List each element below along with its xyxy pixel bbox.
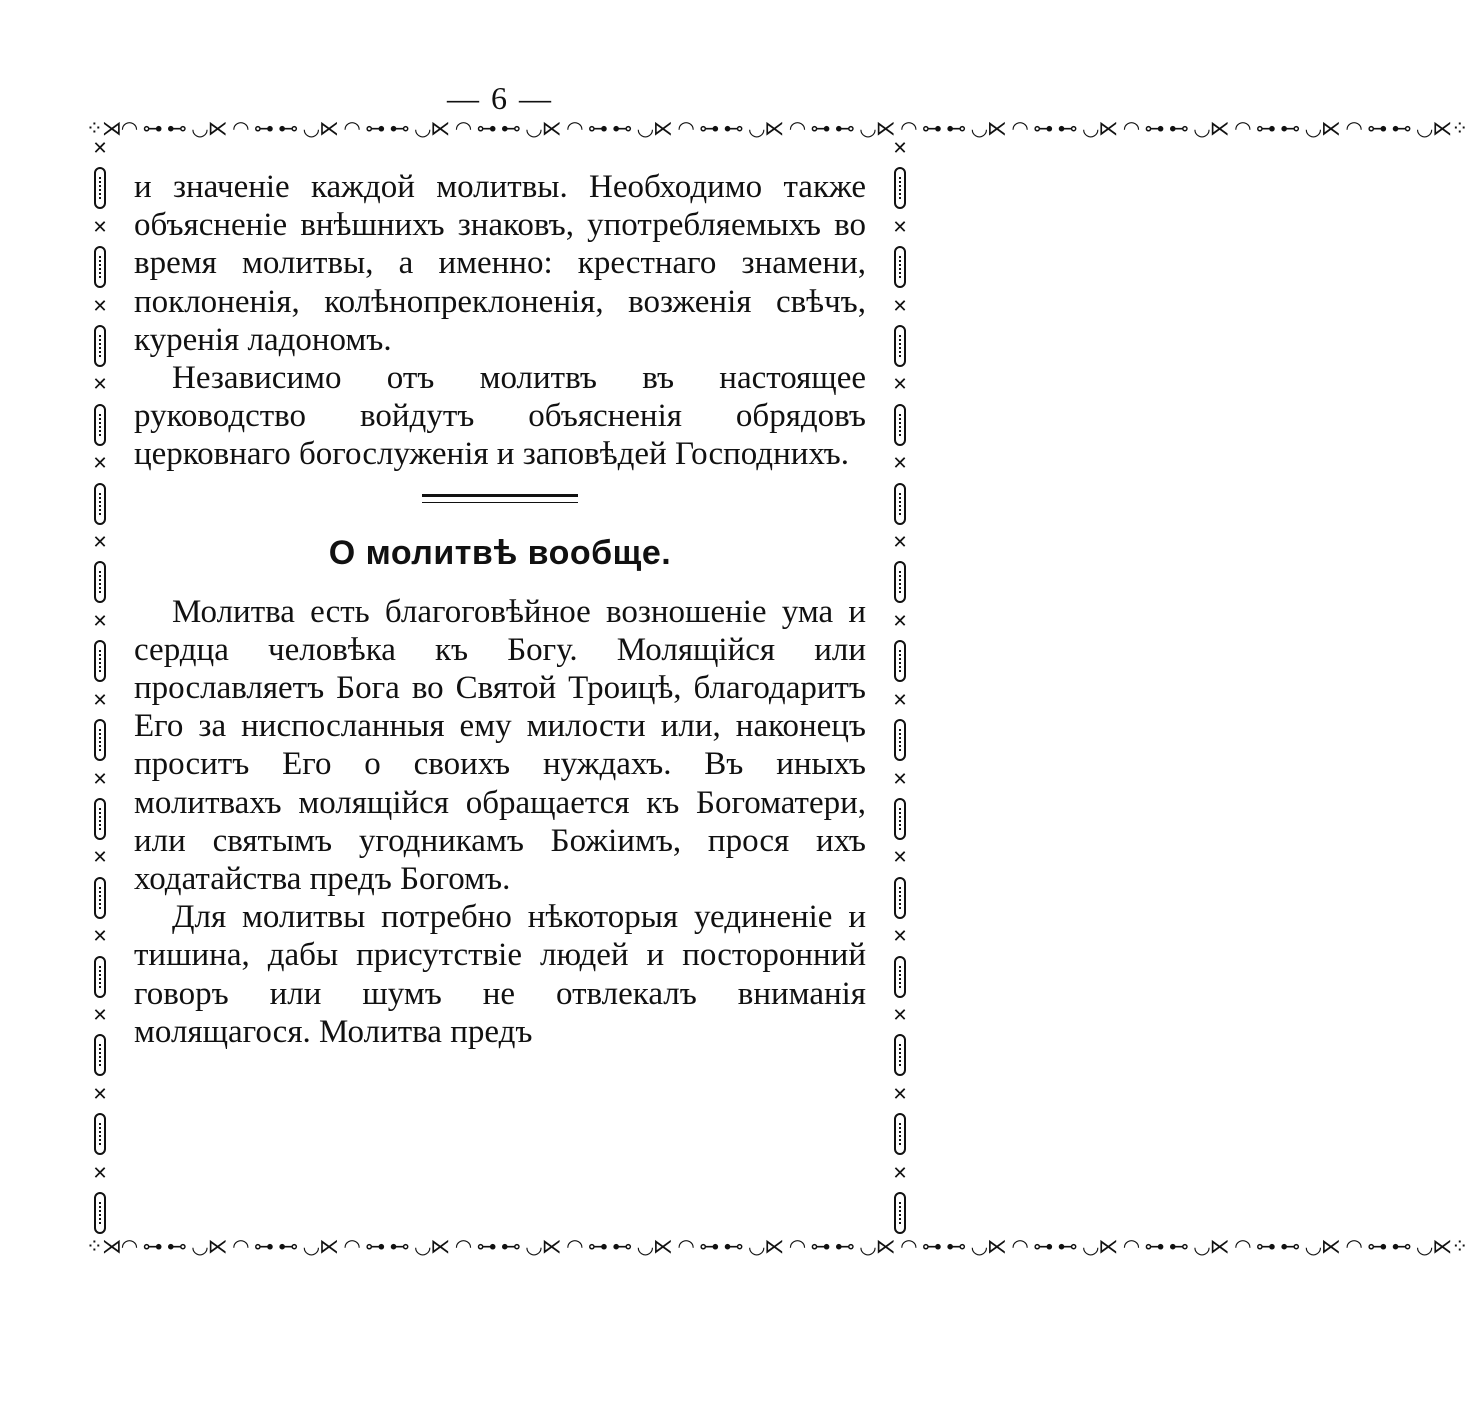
ornament-cross-icon: ✕ xyxy=(892,610,908,632)
ornament-cross-icon: ✕ xyxy=(92,768,108,790)
ornament-cross-icon: ✕ xyxy=(892,1083,908,1105)
ornament-cross-icon: ✕ xyxy=(892,453,908,475)
ornament-link-icon xyxy=(94,561,106,603)
ornament-cross-icon: ✕ xyxy=(92,689,108,711)
ornament-cross-icon: ✕ xyxy=(92,1004,108,1026)
ornament-link-icon xyxy=(894,1192,906,1234)
ornamental-border-left xyxy=(88,140,112,1234)
ornament-link-icon xyxy=(894,1034,906,1076)
ornament-cross-icon: ✕ xyxy=(892,532,908,554)
ornament-link-icon xyxy=(94,1034,106,1076)
ornament-cross-icon: ✕ xyxy=(92,453,108,475)
ornamental-border-bottom: ⁘⋊◠ ⊶ ⊷ ◡⋉ ◠ ⊶ ⊷ ◡⋉ ◠ ⊶ ⊷ ◡⋉ ◠ ⊶ ⊷ ◡⋉ ◠ ⊶ ⊷ ◡⋉ ◠ ⊶ ⊷ ◡⋉ ◠ ⊶ ⊷ ◡⋉ ◠ ⊶ ⊷ ◡⋉ ◠ ⊶ ⊷ ◡⋉ ◠ ⊶ ⊷ ◡⋉ ◠ ⊶ ⊷ ◡⋉ ◠ ⊶ ⊷ ◡⋉⁘ xyxy=(86,1234,1467,1258)
paragraph: Молитва есть благоговѣйное возношенiе ума и сердца человѣка къ Богу. Молящiйся или прославляетъ Бога во Святой Троицѣ, благодаритъ Его за ниспосланныя ему милости или, наконецъ проситъ Его о своихъ нуждахъ. Въ иныхъ молитвахъ молящiйся обращается къ Богоматери, или святымъ угодникамъ Божiимъ, прося ихъ ходатайства предъ Богомъ. xyxy=(134,593,866,898)
ornament-cross-icon: ✕ xyxy=(92,1083,108,1105)
ornament-link-icon xyxy=(94,325,106,367)
ornament-cross-icon: ✕ xyxy=(892,374,908,396)
ornament-cross-icon: ✕ xyxy=(892,295,908,317)
ornament-cross-icon: ✕ xyxy=(892,847,908,869)
ornament-link-icon xyxy=(94,167,106,209)
ornamental-border-top: ⁘⋊◠ ⊶ ⊷ ◡⋉ ◠ ⊶ ⊷ ◡⋉ ◠ ⊶ ⊷ ◡⋉ ◠ ⊶ ⊷ ◡⋉ ◠ ⊶ ⊷ ◡⋉ ◠ ⊶ ⊷ ◡⋉ ◠ ⊶ ⊷ ◡⋉ ◠ ⊶ ⊷ ◡⋉ ◠ ⊶ ⊷ ◡⋉ ◠ ⊶ ⊷ ◡⋉ ◠ ⊶ ⊷ ◡⋉ ◠ ⊶ ⊷ ◡⋉⁘ xyxy=(86,116,1467,140)
ornament-link-icon xyxy=(94,404,106,446)
ornament-cross-icon: ✕ xyxy=(92,295,108,317)
ornament-link-icon xyxy=(894,798,906,840)
ornament-link-icon xyxy=(894,719,906,761)
ornament-cross-icon: ✕ xyxy=(92,926,108,948)
section-divider xyxy=(422,494,578,503)
ornament-link-icon xyxy=(94,1113,106,1155)
ornament-cross-icon: ✕ xyxy=(892,689,908,711)
section-heading: О молитвѣ вообще. xyxy=(328,533,672,572)
ornament-link-icon xyxy=(94,719,106,761)
ornament-link-icon xyxy=(94,483,106,525)
ornamental-border-right xyxy=(888,140,912,1234)
ornament-cross-icon: ✕ xyxy=(92,532,108,554)
ornament-link-icon xyxy=(894,1113,906,1155)
ornament-link-icon xyxy=(94,246,106,288)
ornament-cross-icon: ✕ xyxy=(892,138,908,159)
ornament-link-icon xyxy=(94,877,106,919)
ornament-cross-icon: ✕ xyxy=(892,216,908,238)
ornament-cross-icon: ✕ xyxy=(92,138,108,159)
ornament-link-icon xyxy=(894,561,906,603)
ornament-cross-icon: ✕ xyxy=(92,216,108,238)
ornament-cross-icon: ✕ xyxy=(892,1162,908,1184)
paragraph: Для молитвы потребно нѣкоторыя уединенiе и тишина, дабы присутствiе людей и посторонний говоръ или шумъ не отвлекалъ вниманiя молящагося. Молитва предъ xyxy=(134,899,866,1050)
ornament-link-icon xyxy=(894,325,906,367)
ornament-cross-icon: ✕ xyxy=(92,1162,108,1184)
ornament-link-icon xyxy=(94,798,106,840)
ornament-cross-icon: ✕ xyxy=(92,610,108,632)
ornament-cross-icon: ✕ xyxy=(892,768,908,790)
ornament-link-icon xyxy=(94,956,106,998)
ornament-link-icon xyxy=(894,956,906,998)
paragraph: Независимо отъ молитвъ въ настоящее руководство войдутъ объясненiя обрядовъ церковнаго богослуженiя и заповѣдей Господнихъ. xyxy=(134,360,866,473)
ornament-link-icon xyxy=(894,877,906,919)
ornament-link-icon xyxy=(894,246,906,288)
ornament-cross-icon: ✕ xyxy=(892,1004,908,1026)
ornament-link-icon xyxy=(894,640,906,682)
ornament-link-icon xyxy=(94,1192,106,1234)
ornament-link-icon xyxy=(94,640,106,682)
ornament-cross-icon: ✕ xyxy=(92,847,108,869)
ornament-cross-icon: ✕ xyxy=(92,374,108,396)
text-column xyxy=(134,168,866,1051)
ornament-link-icon xyxy=(894,404,906,446)
ornament-link-icon xyxy=(894,483,906,525)
page-number: — 6 — xyxy=(447,80,553,116)
ornament-cross-icon: ✕ xyxy=(892,926,908,948)
ornament-link-icon xyxy=(894,167,906,209)
paragraph-continued: и значенiе каждой молитвы. Необходимо также объясненiе внѣшнихъ знаковъ, употребляемыхъ во время молитвы, а именно: крестнаго знамени, поклоненiя, колѣнопреклоненiя, возженiя свѣчъ, куренiя ладономъ. xyxy=(134,169,866,358)
